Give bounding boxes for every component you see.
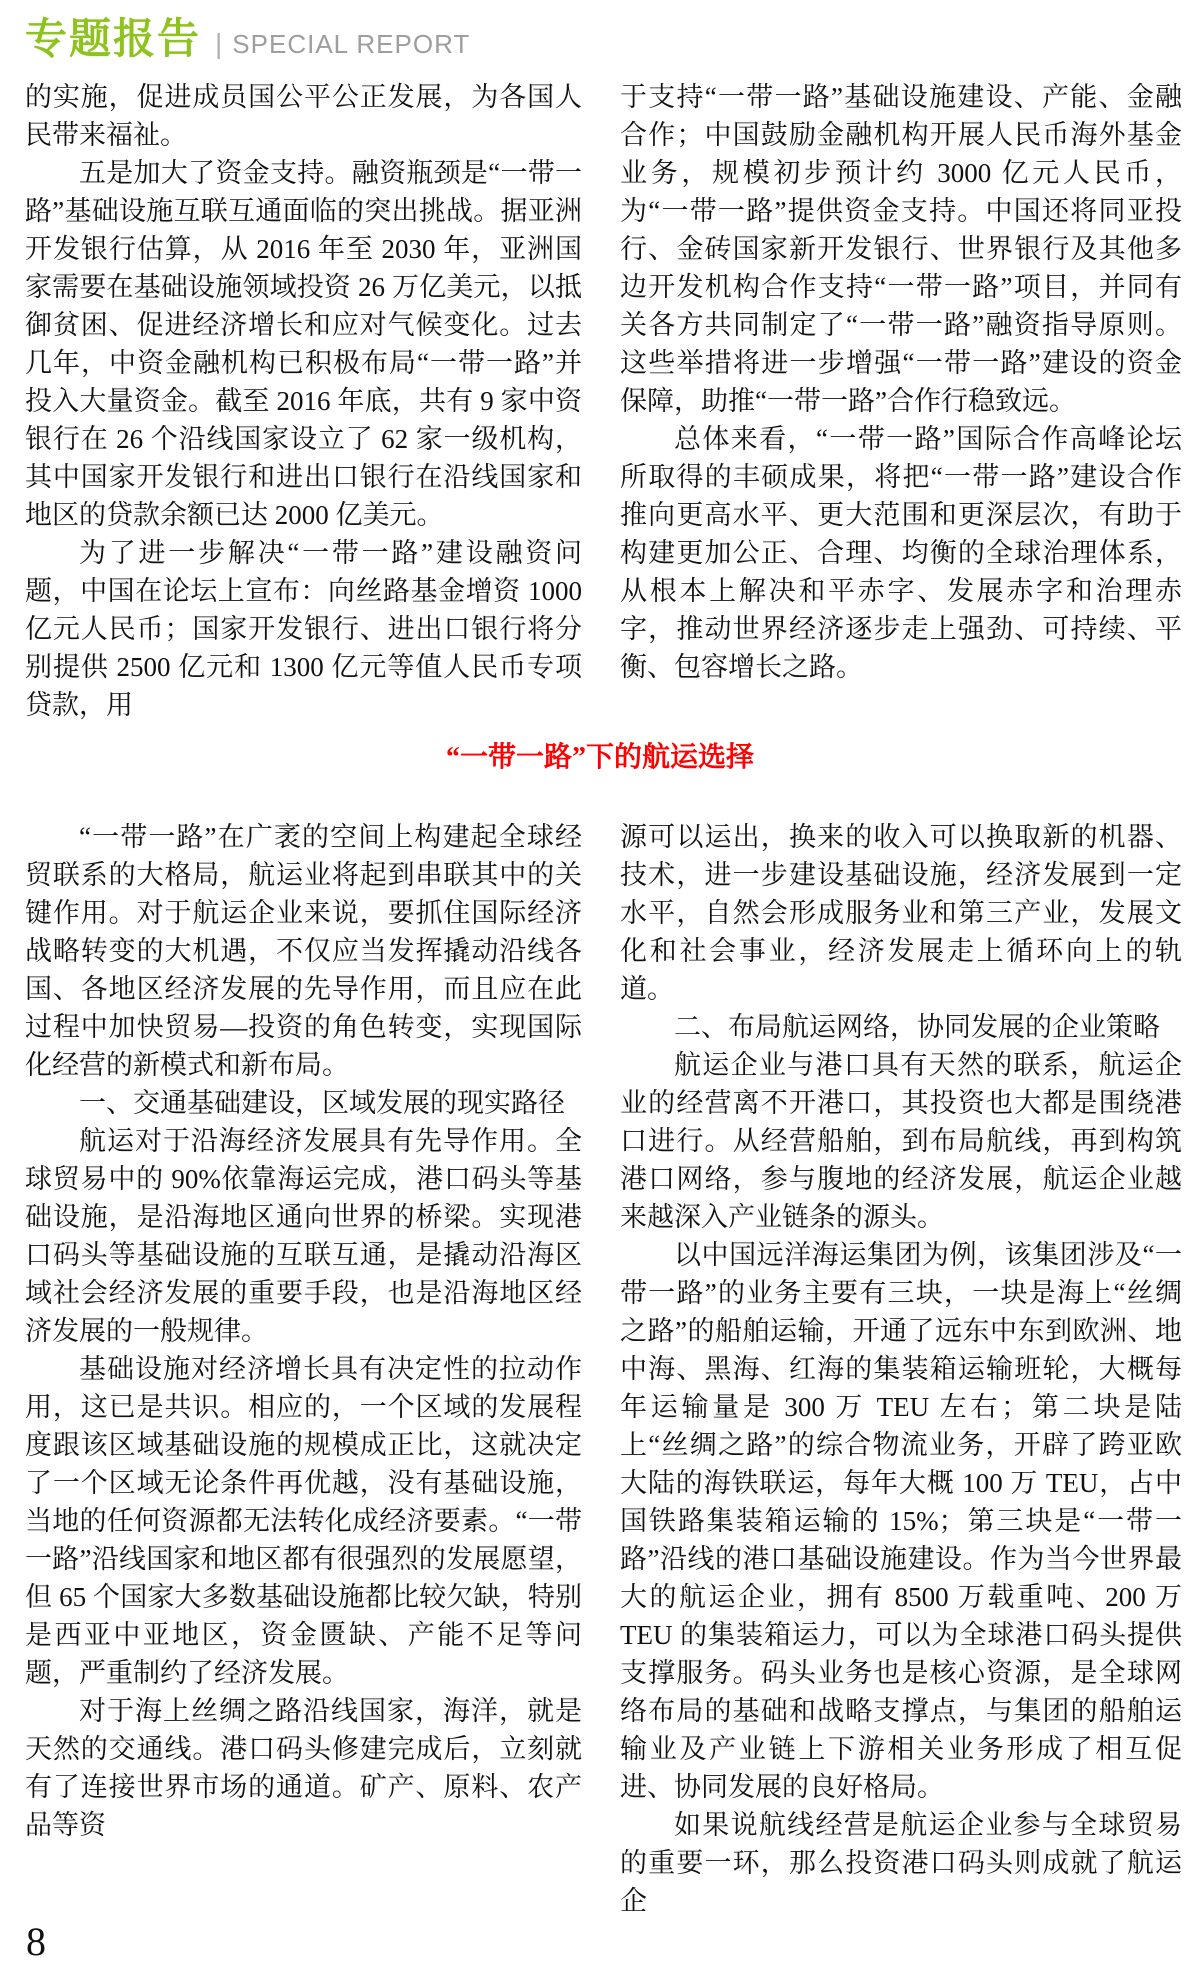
- header-title-cn: 专题报告: [25, 15, 202, 62]
- header-title-en: SPECIAL REPORT: [232, 29, 471, 59]
- section-1-left-column: [25, 78, 582, 724]
- subheading-1: 一、交通基础建设，区域发展的现实路径: [79, 1088, 565, 1118]
- paragraph: 如果说航线经营是航运企业参与全球贸易的重要一环，那么投资港口码头则成就了航运企: [620, 1810, 1182, 1916]
- paragraph: 基础设施对经济增长具有决定性的拉动作用，这已是共识。相应的，一个区域的发展程度跟该区域基础设施的规模成正比，这就决定了一个区域无论条件再优越，没有基础设施，当地的任何资源都无法转化成经济要素。“一带一路”沿线国家和地区都有很强烈的发展愿望，但 65 个国家大多数基础设施都比较欠缺，特别是西亚中亚地区，资金匮缺、产能不足等问题，严重制约了经济发展。: [25, 1354, 582, 1688]
- section-2-left-column: [25, 818, 582, 1920]
- paragraph: 于支持“一带一路”基础设施建设、产能、金融合作；中国鼓励金融机构开展人民币海外基金业务，规模初步预计约 3000 亿元人民币，为“一带一路”提供资金支持。中国还将同亚投行、金砖国家新开发银行、世界银行及其他多边开发机构合作支持“一带一路”项目，并同有关各方共同制定了“一带一路”融资指导原则。这些举措将进一步增强“一带一路”建设的资金保障，助推“一带一路”合作行稳致远。: [620, 82, 1182, 416]
- section-2-right-column: [620, 818, 1182, 1920]
- paragraph: 的实施，促进成员国公平公正发展，为各国人民带来福祉。: [25, 82, 582, 150]
- page-header: [25, 6, 470, 66]
- paragraph: 总体来看，“一带一路”国际合作高峰论坛所取得的丰硕成果，将把“一带一路”建设合作推向更高水平、更大范围和更深层次，有助于构建更加公正、合理、均衡的全球治理体系，从根本上解决和平赤字、发展赤字和治理赤字，推动世界经济逐步走上强劲、可持续、平衡、包容增长之路。: [620, 424, 1182, 682]
- section-1: [25, 78, 1182, 724]
- header-separator: |: [215, 28, 223, 59]
- page-number: 8: [26, 1919, 46, 1964]
- paragraph: 航运企业与港口具有天然的联系，航运企业的经营离不开港口，其投资也大都是围绕港口进行。从经营船舶，到布局航线，再到构筑港口网络，参与腹地的经济发展，航运企业越来越深入产业链条的源头。: [620, 1050, 1182, 1232]
- paragraph: 对于海上丝绸之路沿线国家，海洋，就是天然的交通线。港口码头修建完成后，立刻就有了连接世界市场的通道。矿产、原料、农产品等资: [25, 1696, 582, 1840]
- paragraph: 五是加大了资金支持。融资瓶颈是“一带一路”基础设施互联互通面临的突出挑战。据亚洲开发银行估算，从 2016 年至 2030 年，亚洲国家需要在基础设施领域投资 26 万亿美元，以抵御贫困、促进经济增长和应对气候变化。过去几年，中资金融机构已积极布局“一带一路”并投入大量资金。截至 2016 年底，共有 9 家中资银行在 26 个沿线国家设立了 62 家一级机构，其中国家开发银行和进出口银行在沿线国家和地区的贷款余额已达 2000 亿美元。: [25, 158, 582, 530]
- article-title: “一带一路”下的航运选择: [445, 742, 754, 773]
- paragraph: 源可以运出，换来的收入可以换取新的机器、技术，进一步建设基础设施，经济发展到一定水平，自然会形成服务业和第三产业，发展文化和社会事业，经济发展走上循环向上的轨道。: [620, 822, 1182, 1004]
- paragraph: “一带一路”在广袤的空间上构建起全球经贸联系的大格局，航运业将起到串联其中的关键作用。对于航运企业来说，要抓住国际经济战略转变的大机遇，不仅应当发挥撬动沿线各国、各地区经济发展的先导作用，而且应在此过程中加快贸易—投资的角色转变，实现国际化经营的新模式和新布局。: [25, 822, 582, 1080]
- paragraph: 为了进一步解决“一带一路”建设融资问题，中国在论坛上宣布：向丝路基金增资 1000 亿元人民币；国家开发银行、进出口银行将分别提供 2500 亿元和 1300 亿元等值人民币专项贷款，用: [25, 538, 582, 720]
- section-2: [25, 818, 1182, 1920]
- paragraph: 以中国远洋海运集团为例，该集团涉及“一带一路”的业务主要有三块，一块是海上“丝绸之路”的船舶运输，开通了远东中东到欧洲、地中海、黑海、红海的集装箱运输班轮，大概每年运输量是 300 万 TEU 左右；第二块是陆上“丝绸之路”的综合物流业务，开辟了跨亚欧大陆的海铁联运，每年大概 100 万 TEU，占中国铁路集装箱运输的 15%；第三块是“一带一路”沿线的港口基础设施建设。作为当今世界最大的航运企业，拥有 8500 万载重吨、200 万 TEU 的集装箱运力，可以为全球港口码头提供支撑服务。码头业务也是核心资源，是全球网络布局的基础和战略支撑点，与集团的船舶运输业及产业链上下游相关业务形成了相互促进、协同发展的良好格局。: [620, 1240, 1182, 1802]
- paragraph: 航运对于沿海经济发展具有先导作用。全球贸易中的 90%依靠海运完成，港口码头等基础设施，是沿海地区通向世界的桥梁。实现港口码头等基础设施的互联互通，是撬动沿海区域社会经济发展的重要手段，也是沿海地区经济发展的一般规律。: [25, 1126, 582, 1346]
- section-1-right-column: [620, 78, 1182, 724]
- subheading-2: 二、布局航运网络，协同发展的企业策略: [674, 1012, 1160, 1042]
